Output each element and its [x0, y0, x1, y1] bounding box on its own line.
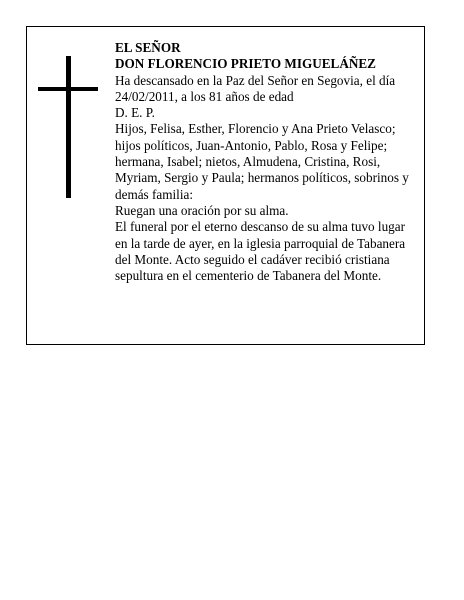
text-line-9: Ruegan una oración por su alma.	[115, 202, 289, 218]
text-line-7: Myriam, Sergio y Paula; hermanos políticos, sobrinos y	[115, 170, 409, 186]
cross-vertical-bar	[66, 56, 71, 198]
title-line-el-senor: EL SEÑOR	[115, 40, 181, 55]
text-line-5: hijos políticos, Juan-Antonio, Pablo, Rosa y Felipe;	[115, 137, 388, 153]
text-line-8: demás familia:	[115, 186, 193, 202]
text-line-4: Hijos, Felisa, Esther, Florencio y Ana Prieto Velasco;	[115, 121, 396, 137]
text-line-2: 24/02/2011, a los 81 años de edad	[115, 88, 294, 104]
text-line-6: hermana, Isabel; nietos, Almudena, Cristina, Rosi,	[115, 154, 381, 170]
text-line-11: en la tarde de ayer, en la iglesia parroquial de Tabanera	[115, 235, 406, 251]
obituary-notice	[26, 26, 425, 345]
cross-icon	[38, 56, 98, 198]
text-line-1: Ha descansado en la Paz del Señor en Segovia, el día	[115, 72, 396, 88]
deceased-name: DON FLORENCIO PRIETO MIGUELÁÑEZ	[115, 56, 376, 72]
text-line-10: El funeral por el eterno descanso de su alma tuvo lugar	[115, 219, 406, 235]
text-line-13: sepultura en el cementerio de Tabanera del Monte.	[115, 268, 382, 284]
text-line-12: del Monte. Acto seguido el cadáver recibió cristiana	[115, 251, 390, 267]
cross-horizontal-bar	[38, 87, 98, 91]
text-line-3: D. E. P.	[115, 105, 155, 121]
obituary-text	[115, 40, 420, 284]
